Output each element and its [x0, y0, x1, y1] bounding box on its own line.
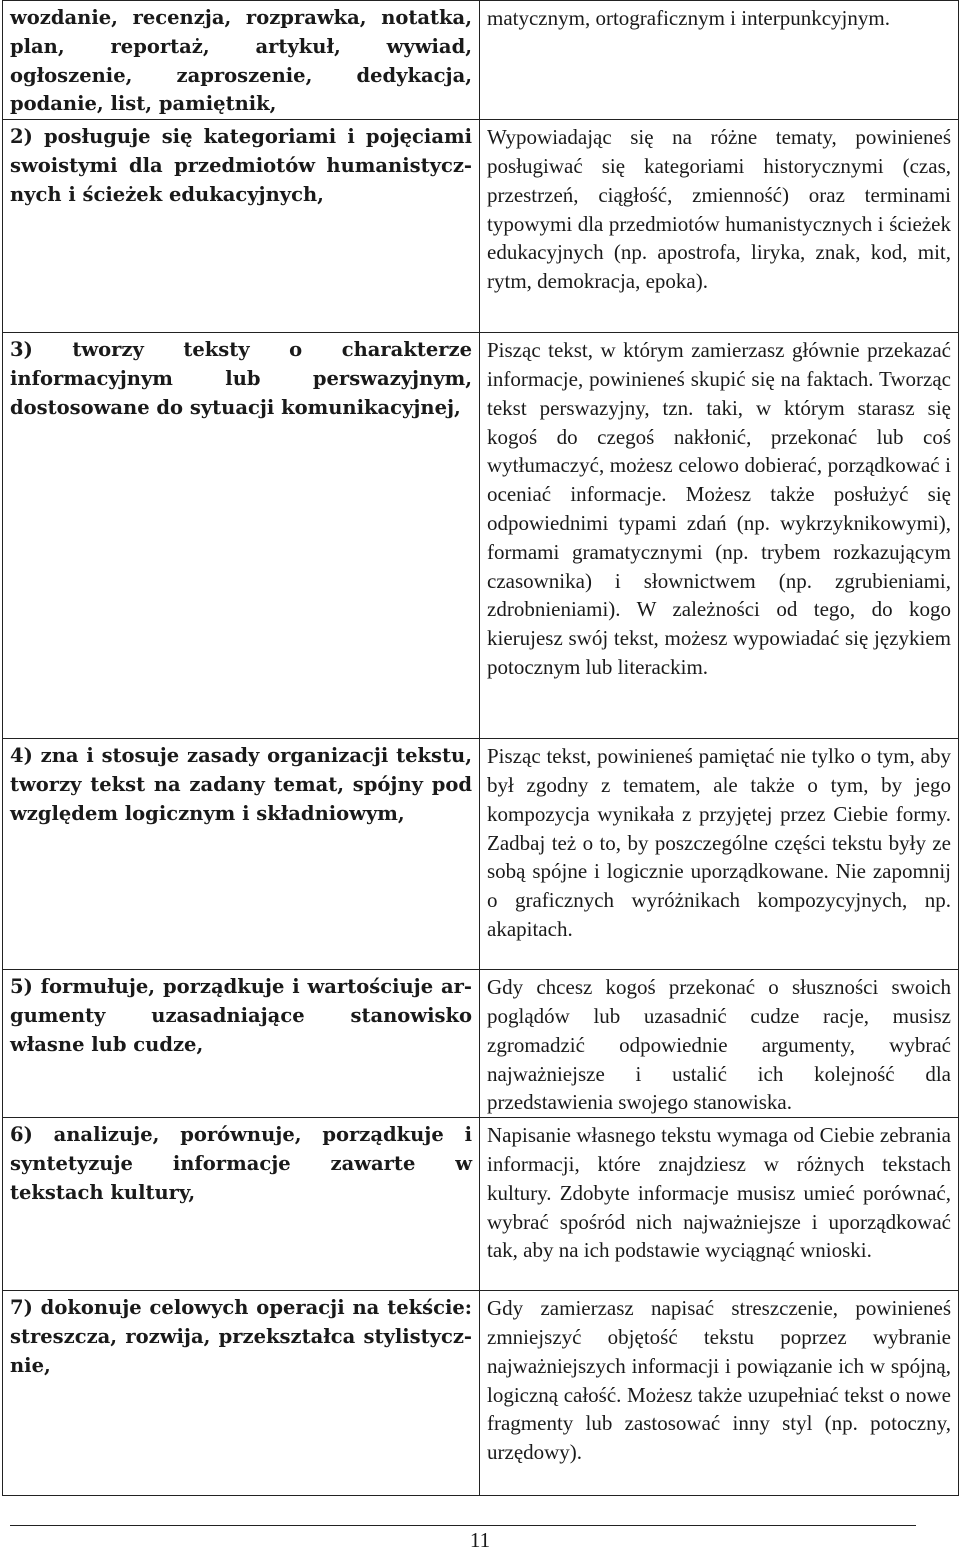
skill-cell: 3) tworzy teksty o charakterze informacyjnym lub perswazyjnym, dostosowane do sytuacji komunikacyjnej,	[3, 333, 480, 739]
guidance-cell: matycznym, ortograficznym i interpunkcyjnym.	[480, 1, 959, 120]
table-row	[3, 1118, 959, 1291]
skill-cell: 7) dokonuje celowych operacji na tekście: streszcza, rozwija, przekształca stylistycznie,	[3, 1291, 480, 1496]
guidance-cell: Pisząc tekst, w którym zamierzasz głównie przekazać informacje, powinieneś skupić się na faktach. Tworząc tekst perswazyjny, tzn. taki, w którym starasz się kogoś do czegoś nakłonić, przekonać lub coś wytłumaczyć, możesz celowo dobierać, porządkować i oceniać informacje. Możesz także posłużyć się odpowiednimi typami zdań (np. wykrzyknikowymi), formami gramatycznymi (np. trybem rozkazującym czasownika) i słownictwem (np. zgrubieniami, zdrobnieniami). W zależności od tego, do kogo kierujesz swój tekst, możesz wypowiadać się językiem potocznym lub literackim.	[480, 333, 959, 739]
table-row	[3, 970, 959, 1118]
table-row	[3, 120, 959, 333]
skill-cell: 4) zna i stosuje zasady organizacji tekstu, tworzy tekst na zadany temat, spójny pod względem logicznym i składniowym,	[3, 739, 480, 970]
guidance-cell: Wypowiadając się na różne tematy, powinieneś posługiwać się kategoriami historycznymi (czas, przestrzeń, ciągłość, zmienność) oraz terminami typowymi dla przedmiotów humanistycznych i ścieżek edukacyjnych (np. apostrofa, liryka, znak, kod, mit, rytm, demokracja, epoka).	[480, 120, 959, 333]
guidance-cell: Gdy chcesz kogoś przekonać o słuszności swoich poglądów lub uzasadnić cudze racje, musisz zgromadzić odpowiednie argumenty, wybrać najważniejsze i ustalić ich kolejność dla przedstawienia swojego stanowiska.	[480, 970, 959, 1118]
skills-table	[2, 0, 959, 1496]
guidance-cell: Gdy zamierzasz napisać streszczenie, powinieneś zmniejszyć objętość tekstu poprzez wybranie najważniejszych informacji i powiązanie ich w spójną, logiczną całość. Możesz także uzupełniać tekst o nowe fragmenty lub zastosować inny styl (np. potoczny, urzędowy).	[480, 1291, 959, 1496]
table-row	[3, 1, 959, 120]
page-number: 11	[469, 1528, 491, 1550]
skill-cell: 5) formułuje, porządkuje i wartościuje argumenty uzasadniające stanowisko własne lub cudze,	[3, 970, 480, 1118]
skill-cell: wozdanie, recenzja, rozprawka, notatka, plan, reportaż, artykuł, wywiad, ogłoszenie, zaproszenie, dedykacja, podanie, list, pamiętnik,	[3, 1, 480, 120]
table-row	[3, 1291, 959, 1496]
skill-cell: 6) analizuje, porównuje, porządkuje i syntetyzuje informacje zawarte w tekstach kultury,	[3, 1118, 480, 1291]
skill-cell: 2) posługuje się kategoriami i pojęciami swoistymi dla przedmiotów humanistycznych i ścieżek edukacyjnych,	[3, 120, 480, 333]
footer-divider	[10, 1525, 916, 1526]
guidance-cell: Napisanie własnego tekstu wymaga od Ciebie zebrania informacji, które znajdziesz w różnych tekstach kultury. Zdobyte informacje musisz umieć porównać, wybrać spośród nich najważniejsze i uporządkować tak, aby na ich podstawie wyciągnąć wnioski.	[480, 1118, 959, 1291]
table-row	[3, 333, 959, 739]
table-row	[3, 739, 959, 970]
guidance-cell: Pisząc tekst, powinieneś pamiętać nie tylko o tym, aby był zgodny z tematem, ale także o tym, by jego kompozycja wynikała z przyjętej przez Ciebie formy. Zadbaj też o to, by poszczególne części tekstu były ze sobą spójne i logicznie uporządkowane. Nie zapomnij o graficznych wyróżnikach kompozycyjnych, np. akapitach.	[480, 739, 959, 970]
